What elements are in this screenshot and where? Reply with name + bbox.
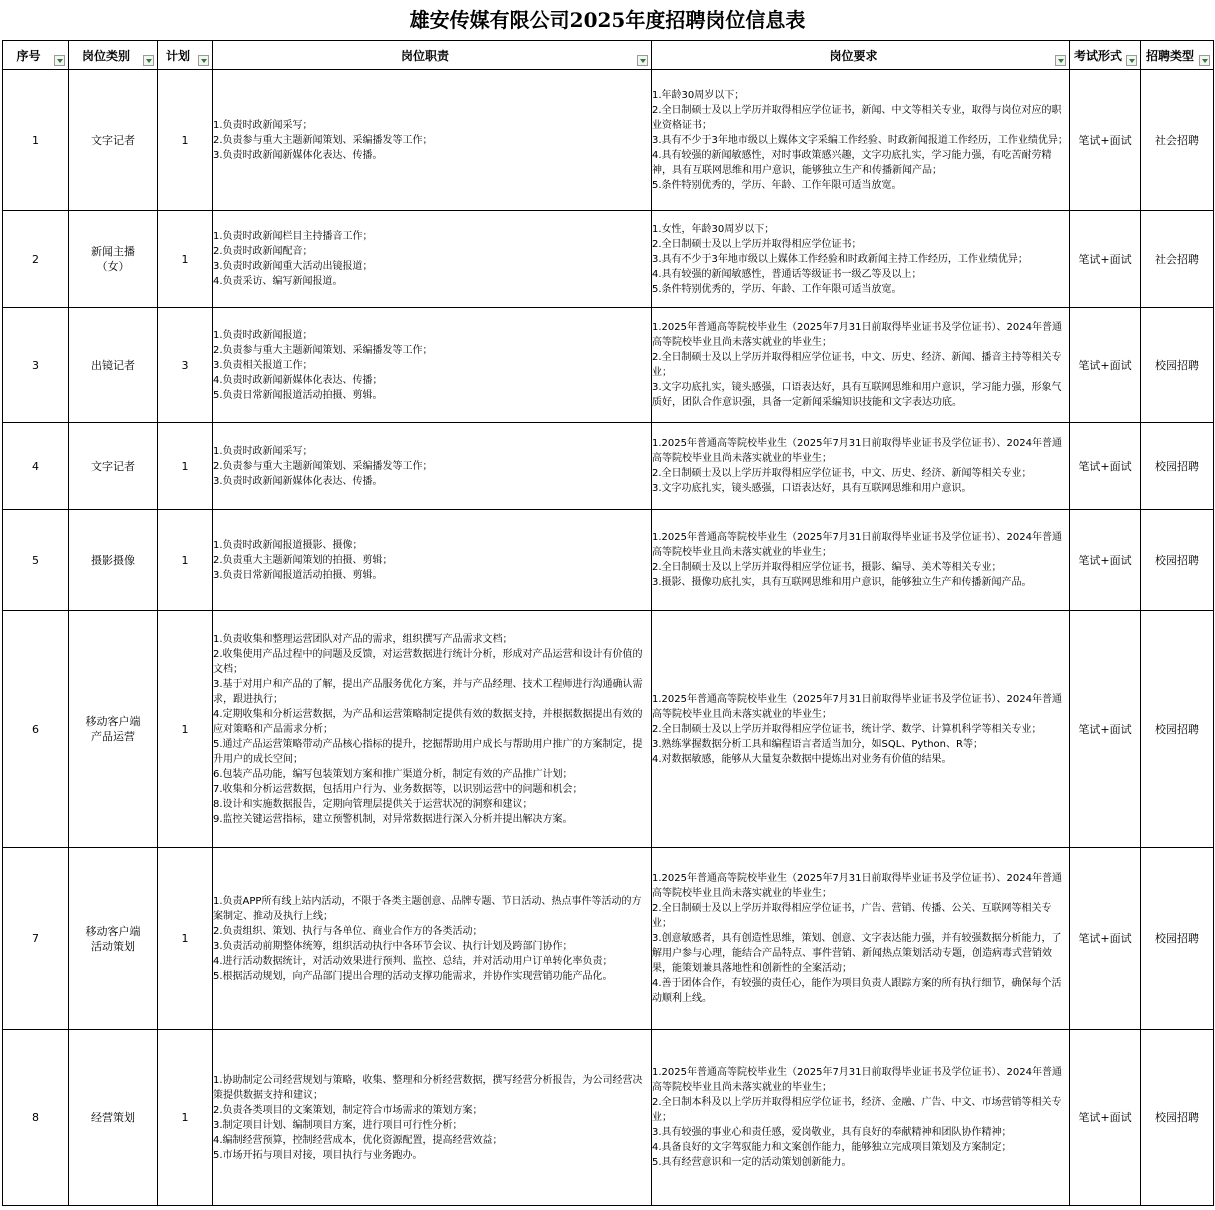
table-row <box>3 423 1214 510</box>
requirements-line: 3.摄影、摄像功底扎实，具有互联网思维和用户意识，能够独立生产和传播新闻产品。 <box>652 577 1032 588</box>
duties-line: 2.负责参与重大主题新闻策划、采编播发等工作； <box>213 134 433 146</box>
category-line: （女） <box>96 260 130 273</box>
row-type-cell: 社会招聘 <box>1141 70 1214 211</box>
row-duties-cell <box>213 211 652 308</box>
category-line: 移动客户端 <box>85 924 141 938</box>
table-row <box>3 308 1214 423</box>
header-row <box>3 41 1214 70</box>
row-duties-cell <box>213 308 652 423</box>
category-line: 新闻主播 <box>91 245 135 258</box>
requirements-line: 3.文字功底扎实，镜头感强，口语表达好，具有互联网思维和用户意识，学习能力强，形象气质好，团队合作意识强，具备一定新闻采编知识技能和文字表达功底。 <box>652 382 1062 408</box>
row-type-cell: 校园招聘 <box>1141 308 1214 423</box>
row-exam-cell: 笔试+面试 <box>1070 308 1141 423</box>
category-line: 文字记者 <box>91 459 135 473</box>
requirements-line: 1.2025年普通高等院校毕业生（2025年7月31日前取得毕业证书及学位证书）、2024年普通高等院校毕业且尚未落实就业的毕业生； <box>652 873 1062 899</box>
duties-line: 4.负责采访、编写新闻报道。 <box>213 276 343 287</box>
row-type-cell: 校园招聘 <box>1141 611 1214 848</box>
row-exam-cell: 笔试+面试 <box>1070 848 1141 1030</box>
requirements-line: 4.对数据敏感，能够从大量复杂数据中提炼出对业务有价值的结果。 <box>652 753 952 765</box>
category-line: 出镜记者 <box>91 358 135 372</box>
row-category-cell <box>69 423 158 510</box>
header-cell-category: 岗位类别 <box>69 41 158 70</box>
requirements-line: 2.全日制硕士及以上学历并取得相应学位证书，统计学、数学、计算机科学等相关专业； <box>652 723 1042 735</box>
row-type-cell: 校园招聘 <box>1141 848 1214 1030</box>
row-requirements-cell <box>652 423 1070 510</box>
category-line: 文字记者 <box>91 133 135 147</box>
duties-line: 1.负责时政新闻栏目主持播音工作； <box>213 231 373 242</box>
filter-dropdown-icon[interactable] <box>1126 55 1137 66</box>
filter-dropdown-icon[interactable] <box>1055 55 1066 66</box>
duties-line: 1.负责时政新闻报道摄影、摄像； <box>213 539 363 551</box>
filter-dropdown-icon[interactable] <box>54 55 65 66</box>
row-duties-cell <box>213 611 652 848</box>
duties-line: 5.通过产品运营策略带动产品核心指标的提升，挖掘帮助用户成长与帮助用户推广的方案制定，提升用户的成长空间； <box>213 738 643 765</box>
row-plan-cell: 1 <box>158 70 213 211</box>
header-cell-requirements: 岗位要求 <box>652 41 1070 70</box>
recruitment-table <box>2 40 1214 1206</box>
table-row <box>3 70 1214 211</box>
duties-line: 5.负责日常新闻报道活动拍摄、剪辑。 <box>213 389 383 401</box>
category-line: 活动策划 <box>91 939 135 953</box>
row-exam-cell: 笔试+面试 <box>1070 611 1141 848</box>
row-plan-cell: 1 <box>158 510 213 611</box>
row-duties-cell <box>213 1030 652 1206</box>
duties-line: 5.市场开拓与项目对接，项目执行与业务跑办。 <box>213 1149 423 1161</box>
duties-line: 3.制定项目计划、编制项目方案，进行项目可行性分析； <box>213 1119 463 1131</box>
requirements-line: 3.创意敏感者，具有创造性思维，策划、创意、文字表达能力强，并有较强数据分析能力，了解用户参与心理，能结合产品特点、事件营销、新闻热点策划活动专题，创造病毒式营销效果，能策划兼具落地性和创新性的全案活动； <box>652 933 1062 974</box>
row-exam-cell: 笔试+面试 <box>1070 211 1141 308</box>
requirements-line: 4.具备良好的文字驾驭能力和文案创作能力，能够独立完成项目策划及方案制定； <box>652 1142 1012 1153</box>
row-requirements-cell <box>652 611 1070 848</box>
duties-line: 3.负责日常新闻报道活动拍摄、剪辑。 <box>213 569 383 581</box>
duties-line: 6.包装产品功能，编写包装策划方案和推广渠道分析，制定有效的产品推广计划； <box>213 768 573 780</box>
requirements-line: 5.条件特别优秀的，学历、年龄、工作年限可适当放宽。 <box>652 283 902 295</box>
duties-line: 3.基于对用户和产品的了解，提出产品服务优化方案，并与产品经理、技术工程师进行沟通确认需求，跟进执行； <box>213 678 643 705</box>
category-line: 移动客户端 <box>85 715 141 728</box>
category-line: 产品运营 <box>91 730 135 743</box>
requirements-line: 2.全日制本科及以上学历并取得相应学位证书，经济、金融、广告、中文、市场营销等相关专业； <box>652 1097 1062 1123</box>
duties-line: 3.负责时政新闻重大活动出镜报道； <box>213 261 373 272</box>
duties-line: 1.负责收集和整理运营团队对产品的需求，组织撰写产品需求文档； <box>213 633 513 645</box>
header-cell-index: 序号 <box>3 41 69 70</box>
row-index-cell: 5 <box>3 510 69 611</box>
duties-line: 2.负责重大主题新闻策划的拍摄、剪辑； <box>213 554 393 566</box>
category-line: 经营策划 <box>91 1111 135 1124</box>
requirements-line: 2.全日制硕士及以上学历并取得相应学位证书，摄影、编导、美术等相关专业； <box>652 562 1002 573</box>
row-type-cell: 社会招聘 <box>1141 211 1214 308</box>
row-requirements-cell <box>652 848 1070 1030</box>
requirements-line: 4.具有较强的新闻敏感性，普通话等级证书一级乙等及以上； <box>652 268 922 280</box>
requirements-line: 3.具有不少于3年地市级以上媒体工作经验和时政新闻主持工作经历，工作业绩优异； <box>652 253 1028 265</box>
row-plan-cell: 1 <box>158 848 213 1030</box>
row-requirements-cell <box>652 510 1070 611</box>
table-row <box>3 611 1214 848</box>
requirements-line: 5.具有经营意识和一定的活动策划创新能力。 <box>652 1157 852 1168</box>
requirements-line: 1.年龄30周岁以下； <box>652 89 745 101</box>
row-category-cell <box>69 510 158 611</box>
row-type-cell: 校园招聘 <box>1141 423 1214 510</box>
table-row <box>3 510 1214 611</box>
row-plan-cell: 1 <box>158 211 213 308</box>
filter-dropdown-icon[interactable] <box>637 55 648 66</box>
duties-line: 2.收集使用产品过程中的问题及反馈，对运营数据进行统计分析，形成对产品运营和设计有价值的文档； <box>213 648 643 675</box>
requirements-line: 2.全日制硕士及以上学历并取得相应学位证书，中文、历史、经济、新闻等相关专业； <box>652 468 1032 479</box>
duties-line: 4.进行活动数据统计，对活动效果进行预判、监控、总结，并对活动用户订单转化率负责； <box>213 955 613 967</box>
duties-line: 1.负责时政新闻报道； <box>213 329 313 341</box>
row-index-cell: 3 <box>3 308 69 423</box>
duties-line: 3.负责时政新闻新媒体化表达、传播。 <box>213 149 383 161</box>
row-requirements-cell <box>652 308 1070 423</box>
requirements-line: 5.条件特别优秀的，学历、年龄、工作年限可适当放宽。 <box>652 179 902 191</box>
duties-line: 3.负责活动前期整体统筹，组织活动执行中各环节会议、执行计划及跨部门协作； <box>213 940 573 952</box>
row-plan-cell: 1 <box>158 611 213 848</box>
row-category-cell <box>69 211 158 308</box>
filter-dropdown-icon[interactable] <box>1199 55 1210 66</box>
duties-line: 1.负责时政新闻采写； <box>213 119 313 131</box>
row-category-cell <box>69 308 158 423</box>
requirements-line: 3.熟练掌握数据分析工具和编程语言者适当加分，如SQL、Python、R等； <box>652 738 983 750</box>
table-row <box>3 1030 1214 1206</box>
row-index-cell: 8 <box>3 1030 69 1206</box>
row-exam-cell: 笔试+面试 <box>1070 510 1141 611</box>
row-plan-cell: 1 <box>158 1030 213 1206</box>
duties-line: 1.负责APP所有线上站内活动，不限于各类主题创意、品牌专题、节日活动、热点事件等活动的方案制定、推动及执行上线； <box>213 895 642 922</box>
filter-dropdown-icon[interactable] <box>198 55 209 66</box>
header-cell-exam: 考试形式 <box>1070 41 1141 70</box>
duties-line: 2.负责组织、策划、执行与各单位、商业合作方的各类活动； <box>213 925 483 937</box>
row-index-cell: 7 <box>3 848 69 1030</box>
requirements-line: 2.全日制硕士及以上学历并取得相应学位证书，中文、历史、经济、新闻、播音主持等相关专业； <box>652 352 1062 378</box>
requirements-line: 1.女性，年龄30周岁以下； <box>652 223 775 235</box>
row-category-cell <box>69 848 158 1030</box>
row-plan-cell: 3 <box>158 308 213 423</box>
row-exam-cell: 笔试+面试 <box>1070 70 1141 211</box>
row-category-cell <box>69 611 158 848</box>
header-cell-type: 招聘类型 <box>1141 41 1214 70</box>
row-category-cell <box>69 1030 158 1206</box>
row-requirements-cell <box>652 1030 1070 1206</box>
duties-line: 4.编制经营预算，控制经营成本，优化资源配置，提高经营效益； <box>213 1134 503 1146</box>
duties-line: 1.负责时政新闻采写； <box>213 445 313 457</box>
duties-line: 4.负责时政新闻新媒体化表达、传播； <box>213 374 383 386</box>
requirements-line: 2.全日制硕士及以上学历并取得相应学位证书； <box>652 238 862 250</box>
duties-line: 2.负责时政新闻配音； <box>213 246 313 257</box>
filter-dropdown-icon[interactable] <box>143 55 154 66</box>
header-cell-plan: 计划 <box>158 41 213 70</box>
requirements-line: 1.2025年普通高等院校毕业生（2025年7月31日前取得毕业证书及学位证书）、2024年普通高等院校毕业且尚未落实就业的毕业生； <box>652 1067 1062 1093</box>
requirements-line: 3.具有不少于3年地市级以上媒体文字采编工作经验、时政新闻报道工作经历，工作业绩优异； <box>652 134 1068 146</box>
page-title: 雄安传媒有限公司2025年度招聘岗位信息表 <box>409 8 806 32</box>
row-requirements-cell <box>652 70 1070 211</box>
table-row <box>3 211 1214 308</box>
requirements-line: 1.2025年普通高等院校毕业生（2025年7月31日前取得毕业证书及学位证书）、2024年普通高等院校毕业且尚未落实就业的毕业生； <box>652 322 1062 348</box>
requirements-line: 2.全日制硕士及以上学历并取得相应学位证书，新闻、中文等相关专业，取得与岗位对应的职业资格证书； <box>652 104 1062 131</box>
duties-line: 4.定期收集和分析运营数据，为产品和运营策略制定提供有效的数据支持，并根据数据提出有效的应对策略和产品需求分析； <box>213 708 643 735</box>
row-type-cell: 校园招聘 <box>1141 510 1214 611</box>
row-index-cell: 2 <box>3 211 69 308</box>
duties-line: 9.监控关键运营指标，建立预警机制，对异常数据进行深入分析并提出解决方案。 <box>213 813 573 825</box>
row-index-cell: 4 <box>3 423 69 510</box>
category-line: 摄影摄像 <box>91 553 135 567</box>
requirements-line: 3.具有较强的事业心和责任感，爱岗敬业，具有良好的奉献精神和团队协作精神； <box>652 1127 1012 1138</box>
row-duties-cell <box>213 70 652 211</box>
requirements-line: 1.2025年普通高等院校毕业生（2025年7月31日前取得毕业证书及学位证书）、2024年普通高等院校毕业且尚未落实就业的毕业生； <box>652 693 1062 720</box>
requirements-line: 1.2025年普通高等院校毕业生（2025年7月31日前取得毕业证书及学位证书）、2024年普通高等院校毕业且尚未落实就业的毕业生； <box>652 438 1062 464</box>
row-requirements-cell <box>652 211 1070 308</box>
table-row <box>3 848 1214 1030</box>
row-duties-cell <box>213 510 652 611</box>
row-plan-cell: 1 <box>158 423 213 510</box>
row-category-cell <box>69 70 158 211</box>
duties-line: 7.收集和分析运营数据，包括用户行为、业务数据等，以识别运营中的问题和机会； <box>213 783 583 795</box>
row-index-cell: 6 <box>3 611 69 848</box>
header-cell-duties: 岗位职责 <box>213 41 652 70</box>
row-index-cell: 1 <box>3 70 69 211</box>
duties-line: 3.负责时政新闻新媒体化表达、传播。 <box>213 475 383 487</box>
duties-line: 8.设计和实施数据报告，定期向管理层提供关于运营状况的洞察和建议； <box>213 798 533 810</box>
requirements-line: 4.具有较强的新闻敏感性，对时事政策感兴趣，文字功底扎实，学习能力强，有吃苦耐劳精神，具有互联网思维和用户意识，能够独立生产和传播新闻产品； <box>652 149 1052 176</box>
duties-line: 3.负责相关报道工作； <box>213 359 313 371</box>
duties-line: 2.负责参与重大主题新闻策划、采编播发等工作； <box>213 344 433 356</box>
row-duties-cell <box>213 848 652 1030</box>
row-duties-cell <box>213 423 652 510</box>
duties-line: 1.协助制定公司经营规划与策略，收集、整理和分析经营数据，撰写经营分析报告，为公司经营决策提供数据支持和建议； <box>213 1074 643 1101</box>
duties-line: 5.根据活动规划，向产品部门提出合理的活动支撑功能需求，并协作实现营销功能产品化。 <box>213 970 613 982</box>
duties-line: 2.负责各类项目的文案策划，制定符合市场需求的策划方案； <box>213 1104 483 1116</box>
duties-line: 2.负责参与重大主题新闻策划、采编播发等工作； <box>213 460 433 472</box>
row-exam-cell: 笔试+面试 <box>1070 1030 1141 1206</box>
table-body <box>3 70 1214 1206</box>
row-type-cell: 校园招聘 <box>1141 1030 1214 1206</box>
row-exam-cell: 笔试+面试 <box>1070 423 1141 510</box>
requirements-line: 2.全日制硕士及以上学历并取得相应学位证书，广告、营销、传播、公关、互联网等相关专业； <box>652 903 1052 929</box>
requirements-line: 3.文字功底扎实，镜头感强，口语表达好，具有互联网思维和用户意识。 <box>652 483 972 494</box>
requirements-line: 4.善于团体合作，有较强的责任心，能作为项目负责人跟踪方案的所有执行细节，确保每个活动顺利上线。 <box>652 978 1062 1004</box>
requirements-line: 1.2025年普通高等院校毕业生（2025年7月31日前取得毕业证书及学位证书）、2024年普通高等院校毕业且尚未落实就业的毕业生； <box>652 532 1062 558</box>
